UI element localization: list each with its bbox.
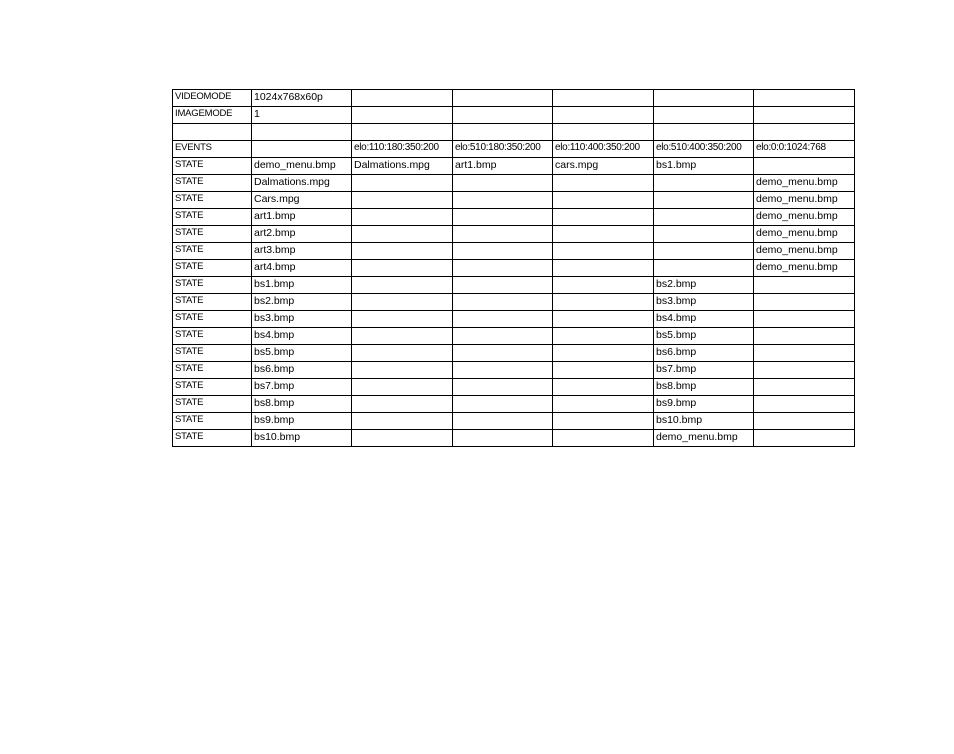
table-cell: bs8.bmp (654, 379, 754, 396)
table-cell (754, 396, 855, 413)
table-cell: bs10.bmp (252, 430, 352, 447)
table-cell (754, 158, 855, 175)
table-row (173, 396, 855, 413)
table-cell: cars.mpg (553, 158, 654, 175)
table-cell: 1024x768x60p (252, 90, 352, 107)
table-cell (352, 430, 453, 447)
table-cell (553, 294, 654, 311)
table-cell (654, 175, 754, 192)
table-cell (453, 226, 553, 243)
table-cell: Cars.mpg (252, 192, 352, 209)
table-cell (453, 328, 553, 345)
row-keyword-cell: EVENTS (173, 141, 252, 158)
table-cell (754, 430, 855, 447)
table-cell (352, 209, 453, 226)
table-row (173, 311, 855, 328)
table-cell: bs5.bmp (252, 345, 352, 362)
row-keyword-cell: STATE (173, 209, 252, 226)
table-row (173, 328, 855, 345)
row-keyword-cell: STATE (173, 430, 252, 447)
table-cell (453, 277, 553, 294)
table-cell: demo_menu.bmp (754, 226, 855, 243)
table-row (173, 294, 855, 311)
row-keyword-cell: STATE (173, 294, 252, 311)
table-cell (453, 430, 553, 447)
table-cell (453, 260, 553, 277)
table-cell (453, 345, 553, 362)
table-row (173, 430, 855, 447)
table-cell (553, 243, 654, 260)
row-keyword-cell: STATE (173, 362, 252, 379)
table-cell (252, 141, 352, 158)
table-cell (352, 379, 453, 396)
table-cell (553, 175, 654, 192)
table-cell: demo_menu.bmp (754, 243, 855, 260)
table-cell: Dalmations.mpg (352, 158, 453, 175)
table-cell (453, 311, 553, 328)
table-row (173, 158, 855, 175)
table-cell: art4.bmp (252, 260, 352, 277)
table-row (173, 226, 855, 243)
row-keyword-cell: STATE (173, 175, 252, 192)
table-cell: bs3.bmp (252, 311, 352, 328)
table-cell (453, 243, 553, 260)
table-cell: bs5.bmp (654, 328, 754, 345)
row-keyword-cell: STATE (173, 226, 252, 243)
table-cell: elo:0:0:1024:768 (754, 141, 855, 158)
row-keyword-cell: STATE (173, 243, 252, 260)
table-cell (754, 345, 855, 362)
table-cell: demo_menu.bmp (754, 209, 855, 226)
table-cell (553, 209, 654, 226)
row-keyword-cell: STATE (173, 396, 252, 413)
row-keyword-cell: STATE (173, 192, 252, 209)
row-keyword-cell: VIDEOMODE (173, 90, 252, 107)
table-cell (553, 430, 654, 447)
row-keyword-cell: STATE (173, 158, 252, 175)
table-cell (754, 90, 855, 107)
table-cell (553, 328, 654, 345)
table-cell (453, 90, 553, 107)
table-cell (654, 107, 754, 124)
state-table-body (173, 90, 855, 447)
table-cell (553, 90, 654, 107)
table-cell (352, 175, 453, 192)
table-cell (453, 124, 553, 141)
state-table (172, 89, 855, 447)
table-cell (553, 379, 654, 396)
row-keyword-cell: STATE (173, 311, 252, 328)
table-cell: elo:110:180:350:200 (352, 141, 453, 158)
row-keyword-cell: STATE (173, 277, 252, 294)
table-cell (654, 192, 754, 209)
table-cell (754, 379, 855, 396)
table-cell: bs10.bmp (654, 413, 754, 430)
table-cell (352, 124, 453, 141)
table-cell (553, 362, 654, 379)
table-row (173, 90, 855, 107)
table-cell (654, 260, 754, 277)
table-row (173, 107, 855, 124)
row-keyword-cell: STATE (173, 328, 252, 345)
table-cell (352, 243, 453, 260)
table-row (173, 379, 855, 396)
table-row (173, 192, 855, 209)
table-cell: elo:510:400:350:200 (654, 141, 754, 158)
table-cell (553, 192, 654, 209)
table-cell (352, 413, 453, 430)
table-cell: bs4.bmp (654, 311, 754, 328)
table-cell: demo_menu.bmp (754, 175, 855, 192)
table-cell: bs8.bmp (252, 396, 352, 413)
table-cell: demo_menu.bmp (252, 158, 352, 175)
row-keyword-cell: STATE (173, 260, 252, 277)
table-cell: bs2.bmp (654, 277, 754, 294)
table-cell: elo:110:400:350:200 (553, 141, 654, 158)
table-cell (754, 294, 855, 311)
table-cell (352, 90, 453, 107)
table-cell (553, 260, 654, 277)
table-cell (754, 124, 855, 141)
table-cell (453, 175, 553, 192)
table-cell (754, 413, 855, 430)
table-cell (453, 396, 553, 413)
table-cell: bs3.bmp (654, 294, 754, 311)
table-cell (352, 226, 453, 243)
table-cell: bs7.bmp (252, 379, 352, 396)
table-cell (352, 362, 453, 379)
table-cell (754, 277, 855, 294)
table-cell: bs1.bmp (654, 158, 754, 175)
table-cell (553, 124, 654, 141)
table-cell (553, 277, 654, 294)
row-keyword-cell: STATE (173, 345, 252, 362)
table-cell (553, 107, 654, 124)
row-keyword-cell (173, 124, 252, 141)
table-row (173, 175, 855, 192)
table-row (173, 260, 855, 277)
table-cell (352, 294, 453, 311)
table-cell (754, 107, 855, 124)
table-cell: bs2.bmp (252, 294, 352, 311)
table-cell: art2.bmp (252, 226, 352, 243)
table-cell (453, 379, 553, 396)
table-cell (453, 362, 553, 379)
table-row (173, 243, 855, 260)
table-cell: demo_menu.bmp (654, 430, 754, 447)
table-cell (453, 413, 553, 430)
table-cell: 1 (252, 107, 352, 124)
table-cell: elo:510:180:350:200 (453, 141, 553, 158)
table-cell (352, 260, 453, 277)
table-cell (654, 90, 754, 107)
table-cell: bs7.bmp (654, 362, 754, 379)
table-cell (754, 311, 855, 328)
table-cell (754, 362, 855, 379)
table-cell (654, 209, 754, 226)
table-cell: bs9.bmp (252, 413, 352, 430)
table-cell: bs1.bmp (252, 277, 352, 294)
row-keyword-cell: STATE (173, 413, 252, 430)
table-cell (453, 107, 553, 124)
row-keyword-cell: STATE (173, 379, 252, 396)
table-cell: bs6.bmp (252, 362, 352, 379)
table-cell: bs9.bmp (654, 396, 754, 413)
table-cell: art1.bmp (252, 209, 352, 226)
table-cell (654, 124, 754, 141)
table-cell (352, 311, 453, 328)
table-cell (453, 192, 553, 209)
table-cell: Dalmations.mpg (252, 175, 352, 192)
table-cell (252, 124, 352, 141)
table-row (173, 124, 855, 141)
table-cell: bs4.bmp (252, 328, 352, 345)
table-row (173, 277, 855, 294)
table-row (173, 362, 855, 379)
table-cell (553, 345, 654, 362)
table-cell (654, 226, 754, 243)
table-cell (654, 243, 754, 260)
table-cell (352, 396, 453, 413)
table-cell: demo_menu.bmp (754, 260, 855, 277)
table-cell (553, 226, 654, 243)
table-row (173, 345, 855, 362)
table-cell: art1.bmp (453, 158, 553, 175)
table-cell (754, 328, 855, 345)
table-cell (553, 413, 654, 430)
table-row (173, 209, 855, 226)
row-keyword-cell: IMAGEMODE (173, 107, 252, 124)
table-cell (553, 311, 654, 328)
table-cell (453, 294, 553, 311)
table-cell (352, 192, 453, 209)
table-cell (352, 328, 453, 345)
table-cell: demo_menu.bmp (754, 192, 855, 209)
table-row (173, 413, 855, 430)
table-cell (352, 277, 453, 294)
table-row (173, 141, 855, 158)
table-cell (352, 345, 453, 362)
table-cell: art3.bmp (252, 243, 352, 260)
table-cell (553, 396, 654, 413)
table-cell (453, 209, 553, 226)
table-cell (352, 107, 453, 124)
table-cell: bs6.bmp (654, 345, 754, 362)
